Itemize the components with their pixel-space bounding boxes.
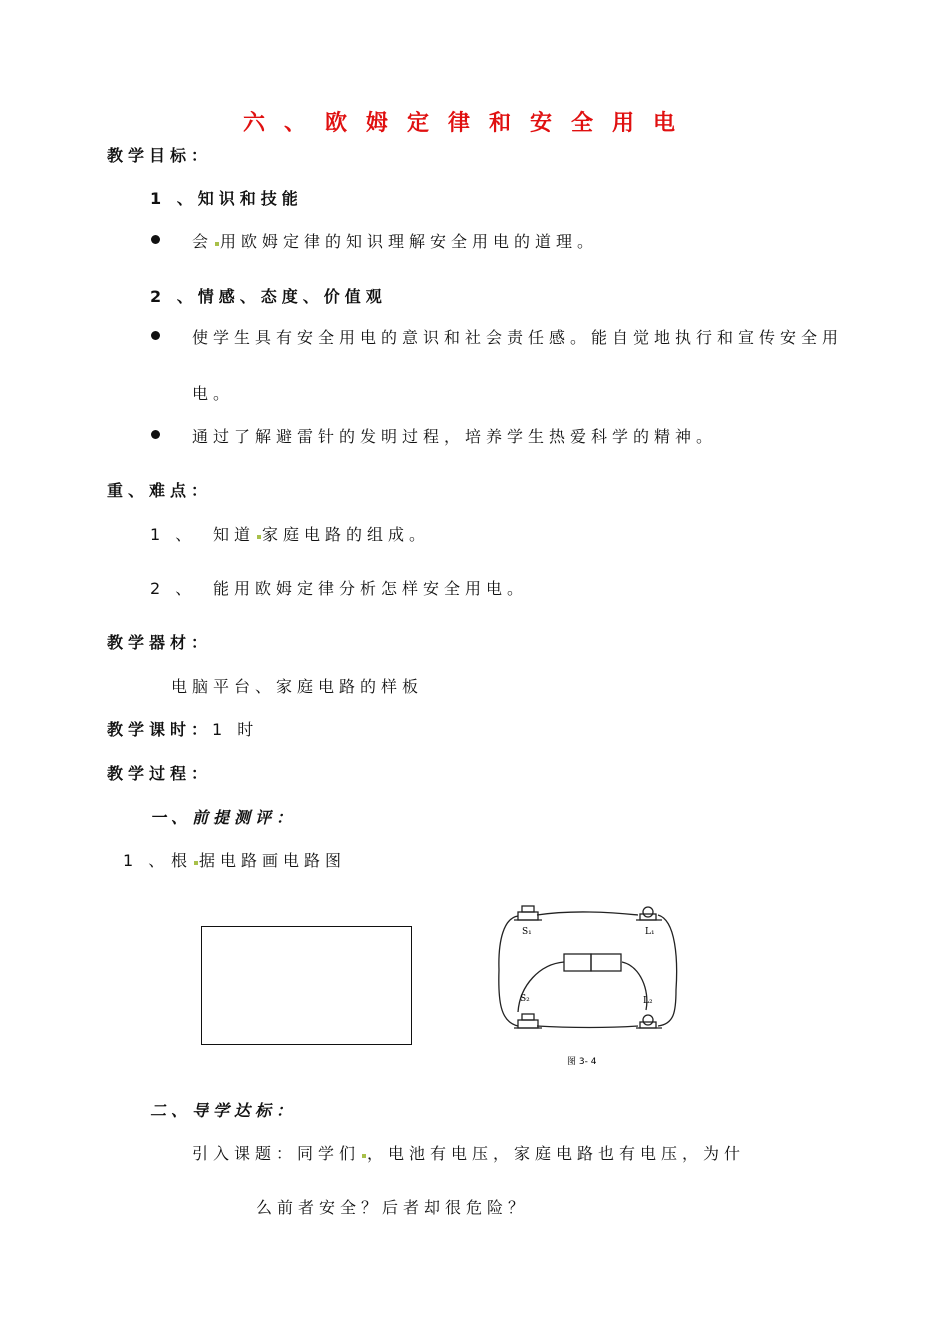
figure-caption: 图 3- 4 [567,1057,597,1067]
mark-icon [215,242,219,246]
drawing-answer-box [201,926,412,1045]
question-1-post: 据电路画电路图 [199,851,347,870]
objective-item-2-line1: 使学生具有安全用电的意识和社会责任感。能自觉地执行和宣传安全用 [192,328,844,347]
objective-item-2-line2: 电。 [192,384,235,403]
hours-label: 教学课时： [107,720,213,739]
battery-1 [564,954,591,971]
lamp-l2 [643,1015,653,1025]
key-point-2-number: 2 、 [150,579,197,598]
key-point-1-number: 1 、 [150,525,197,544]
wire-bottom [537,1026,638,1028]
process-heading: 教学过程： [107,764,213,783]
equipment-text: 电脑平台、家庭电路的样板 [171,677,424,696]
objectives-sub1: 1 、知识和技能 [150,189,303,208]
section-2-heading: 二、导学达标： [150,1101,298,1120]
intro-line-2: 么前者安全？后者却很危险？ [256,1198,530,1217]
intro-line-1-pre: 引入课题：同学们 [192,1144,361,1163]
objective-item-1-post: 用欧姆定律的知识理解安全用电的道理。 [220,232,599,251]
battery-2 [591,954,621,971]
wire-inner-left [518,962,564,1012]
hours-value: 1 时 [212,720,259,739]
key-point-1-post: 家庭电路的组成。 [262,525,431,544]
switch-s2 [518,1020,538,1028]
wire-top [537,912,638,915]
key-point-1-pre: 知道 [213,525,256,544]
objectives-sub2: 2 、情感、态度、价值观 [150,287,387,306]
lamp-l1 [643,907,653,917]
label-l2: L₂ [643,996,653,1006]
equipment-heading: 教学器材： [107,633,213,652]
wire-right [658,915,677,1026]
objectives-heading: 教学目标： [107,146,213,165]
objective-item-1-pre: 会 [192,232,214,251]
circuit-figure [490,900,690,1072]
wire-left [499,916,518,1026]
question-1-number: 1 、 [123,851,170,870]
mark-icon [362,1154,366,1158]
question-1-pre: 根 [171,851,193,870]
page-title: 六、欧姆定律和安全用电 [243,111,695,136]
hours-line [107,717,258,740]
label-l1: L₁ [645,927,655,937]
label-s2: S₂ [520,994,530,1004]
objective-item-3: 通过了解避雷针的发明过程，培养学生热爱科学的精神。 [192,427,718,446]
intro-line-1 [192,1141,745,1164]
question-1 [171,848,346,871]
key-points-heading: 重、难点： [107,481,213,500]
label-s1: S₁ [522,927,532,937]
bullet-icon [151,235,160,244]
key-point-1 [213,522,430,545]
bullet-icon [151,331,160,340]
bullet-icon [151,430,160,439]
mark-icon [194,861,198,865]
section-1-heading: 一、前提测评： [150,808,298,827]
objective-item-1 [192,229,598,252]
intro-line-1-post: ，电池有电压，家庭电路也有电压，为什 [367,1144,746,1163]
switch-s1 [518,912,538,920]
mark-icon [257,535,261,539]
key-point-2: 能用欧姆定律分析怎样安全用电。 [213,579,529,598]
